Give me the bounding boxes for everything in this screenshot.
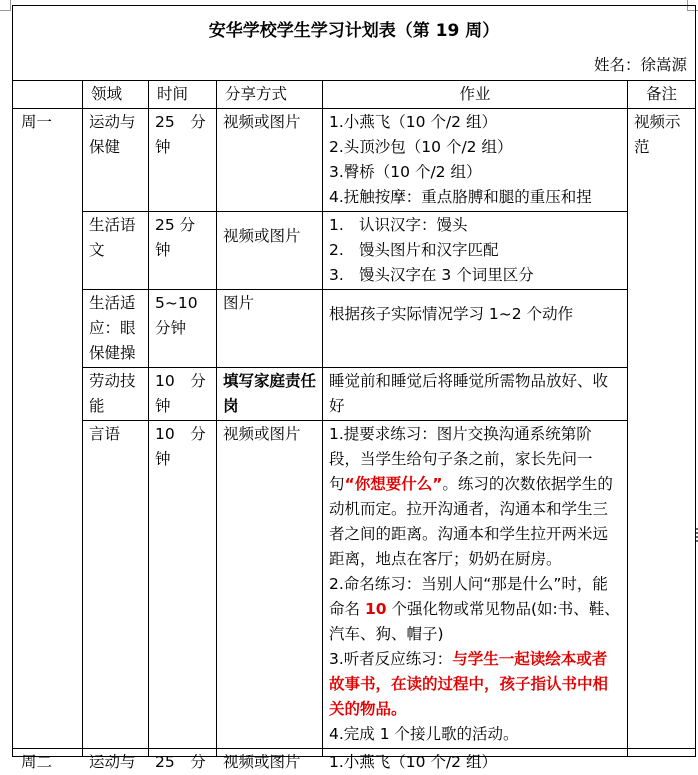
list-item: 3. 馒头汉字在 3 个词里区分 — [329, 266, 534, 284]
page-title: 安华学校学生学习计划表（第 19 周） — [13, 6, 696, 53]
domain-cell: 运动与保健 — [83, 109, 149, 212]
list-item: 1.提要求练习：图片交换沟通系统第阶段，当学生给句子条之前，家长先问一句“你想要什么”。练习的次数依据学生的动机而定。拉开沟通者，沟通本和学生三者之间的距离。沟通本和学生拉开两米远距离，地点在客厅；奶奶在厨房。 — [329, 425, 613, 568]
method-cell: 视频或图片 — [217, 749, 323, 757]
domain-cell: 劳动技能 — [83, 368, 149, 421]
header-remark: 备注 — [628, 81, 696, 109]
table-row-partial — [13, 749, 696, 757]
student-name-row — [13, 52, 696, 81]
homework-cell — [323, 212, 628, 290]
time-cell: 25 分钟 — [149, 212, 217, 290]
domain-cell: 运动与 — [83, 749, 149, 757]
method-cell: 填写家庭责任岗 — [217, 368, 323, 421]
method-cell: 视频或图片 — [217, 421, 323, 749]
homework-cell: 睡觉前和睡觉后将睡觉所需物品放好、收好 — [323, 368, 628, 421]
header-day — [13, 81, 83, 109]
student-name: 徐嵩源 — [640, 56, 688, 74]
header-domain: 领域 — [83, 81, 149, 109]
time-cell: 25 分 — [149, 749, 217, 757]
table-row — [13, 290, 696, 368]
remark-cell — [628, 749, 696, 757]
list-item: 2.头顶沙包（10 个/2 组） — [329, 138, 513, 156]
header-homework: 作业 — [323, 81, 628, 109]
time-cell: 5~10 分钟 — [149, 290, 217, 368]
domain-cell: 言语 — [83, 421, 149, 749]
table-row — [13, 421, 696, 749]
domain-cell: 生活适应：眼保健操 — [83, 290, 149, 368]
table-row — [13, 368, 696, 421]
homework-cell — [323, 109, 628, 212]
time-cell: 10 分钟 — [149, 421, 217, 749]
crop-mark-top-left — [0, 0, 11, 11]
remark-cell: 视频示范 — [628, 109, 696, 749]
method-cell: 视频或图片 — [217, 212, 323, 290]
homework-cell: 1.小燕飞（10 个/2 组） — [323, 749, 628, 757]
method-cell: 视频或图片 — [217, 109, 323, 212]
homework-cell — [323, 421, 628, 749]
header-row — [13, 81, 696, 109]
list-item: 3.臀桥（10 个/2 组） — [329, 163, 482, 181]
header-time: 时间 — [149, 81, 217, 109]
list-item: 2. 馒头图片和汉字匹配 — [329, 241, 499, 259]
day-cell: 周一 — [13, 109, 83, 749]
header-method: 分享方式 — [217, 81, 323, 109]
study-plan-table — [12, 5, 696, 771]
list-item: 2.命名练习：当别人问“那是什么”时，能命名 10 个强化物或常见物品(如:书、鞋、汽车、狗、帽子) — [329, 575, 620, 643]
method-cell: 图片 — [217, 290, 323, 368]
list-item: 1.小燕飞（10 个/2 组） — [329, 113, 497, 131]
day-cell: 周二 — [13, 749, 83, 757]
list-item: 4.抚触按摩：重点胳膊和腿的重压和捏 — [329, 188, 592, 206]
list-item: 4.完成 1 个接儿歌的活动。 — [329, 725, 519, 743]
table-row — [13, 109, 696, 212]
homework-cell: 根据孩子实际情况学习 1~2 个动作 — [323, 290, 628, 368]
list-item: 1. 认识汉字：馒头 — [329, 216, 468, 234]
domain-cell: 生活语文 — [83, 212, 149, 290]
table-row — [13, 212, 696, 290]
time-cell: 10 分钟 — [149, 368, 217, 421]
list-item: 3.听者反应练习：与学生一起读绘本或者故事书，在读的过程中，孩子指认书中相关的物品。 — [329, 650, 609, 718]
name-label: 姓名： — [594, 56, 641, 74]
time-cell: 25 分钟 — [149, 109, 217, 212]
